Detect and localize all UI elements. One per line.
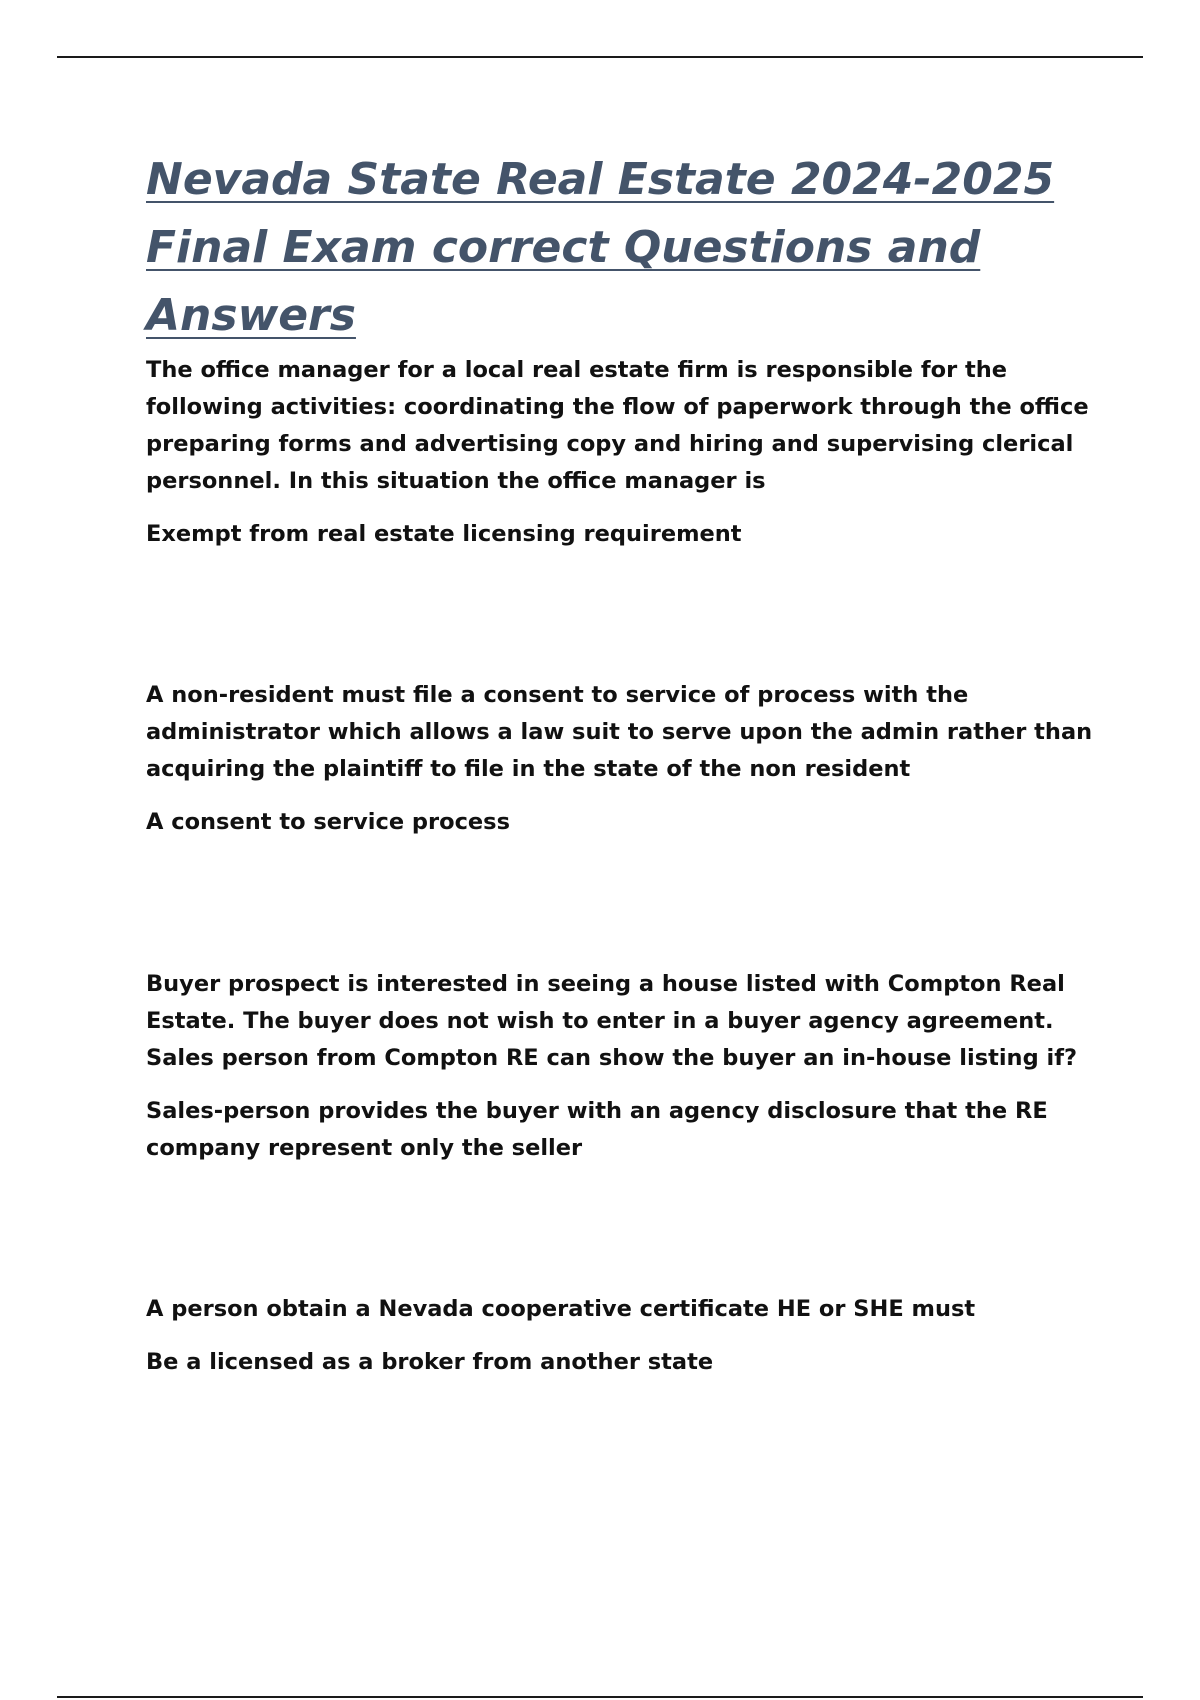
- answer-text: Be a licensed as a broker from another state: [146, 1349, 714, 1375]
- bottom-rule: [57, 1696, 1143, 1698]
- question-text: A person obtain a Nevada cooperative certificate HE or SHE must: [146, 1296, 976, 1322]
- answer-text: Sales-person provides the buyer with an agency disclosure that the RE company represent only the seller: [146, 1098, 1048, 1161]
- document-title: Nevada State Real Estate 2024-2025 Final Exam correct Questions and Answers: [146, 154, 1055, 341]
- question-text: The office manager for a local real estate firm is responsible for the following activities: coordinating the flow of paperwork through the office preparing forms and advertising copy and hiring and supervising clerical personnel. In this situation the office manager is: [146, 357, 1089, 494]
- question-text: A non-resident must file a consent to service of process with the administrator which allows a law suit to serve upon the admin rather than acquiring the plaintiff to file in the state of the non resident: [146, 682, 1093, 782]
- question-text: Buyer prospect is interested in seeing a house listed with Compton Real Estate. The buyer does not wish to enter in a buyer agency agreement. Sales person from Compton RE can show the buyer an in-house listing if?: [146, 971, 1078, 1071]
- qa-item-4: [146, 1291, 1096, 1381]
- qa-item-2: [146, 677, 1096, 841]
- top-rule: [57, 56, 1143, 58]
- answer-text: Exempt from real estate licensing requirement: [146, 521, 742, 547]
- qa-item-1: [146, 352, 1096, 553]
- answer-text: A consent to service process: [146, 809, 510, 835]
- qa-item-3: [146, 966, 1096, 1167]
